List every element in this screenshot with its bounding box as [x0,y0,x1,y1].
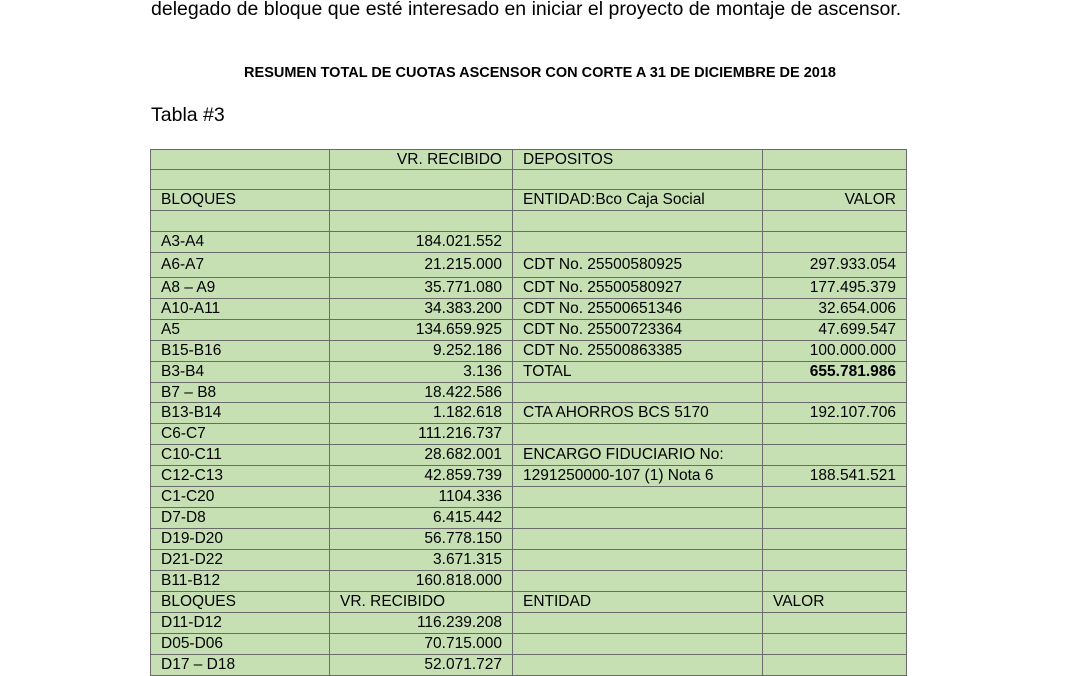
entidad-cell [513,170,763,190]
bloque-cell: C6-C7 [151,424,330,445]
bloque-cell: BLOQUES [151,190,330,211]
vr-recibido-cell: 9.252.186 [330,341,513,362]
bloque-cell: B13-B14 [151,403,330,424]
entidad-cell [513,424,763,445]
entidad-cell: CDT No. 25500651346 [513,299,763,320]
table-row [151,424,907,445]
vr-recibido-cell: 111.216.737 [330,424,513,445]
table-row [151,299,907,320]
summary-table [150,149,907,676]
entidad-cell [513,634,763,655]
table-row [151,253,907,278]
intro-text: delegado de bloque que esté interesado en iniciar el proyecto de montaje de ascensor. [151,0,902,20]
vr-recibido-cell: 184.021.552 [330,232,513,253]
entidad-cell [513,487,763,508]
vr-recibido-cell: 116.239.208 [330,613,513,634]
valor-cell: 177.495.379 [763,278,907,299]
vr-recibido-cell [330,211,513,232]
table-row [151,362,907,383]
valor-cell: 100.000.000 [763,341,907,362]
valor-cell [763,634,907,655]
bloque-cell: C12-C13 [151,466,330,487]
bloque-cell: A3-A4 [151,232,330,253]
bloque-cell: B3-B4 [151,362,330,383]
bloque-cell: A10-A11 [151,299,330,320]
bloque-cell: C10-C11 [151,445,330,466]
vr-recibido-cell: 18.422.586 [330,383,513,403]
entidad-cell: CTA AHORROS BCS 5170 [513,403,763,424]
table-row [151,487,907,508]
entidad-cell [513,655,763,676]
valor-cell [763,211,907,232]
table-row [151,150,907,170]
entidad-cell: CDT No. 25500863385 [513,341,763,362]
valor-cell [763,170,907,190]
table-row [151,170,907,190]
vr-recibido-cell: VR. RECIBIDO [330,150,513,170]
table-row [151,232,907,253]
entidad-cell: CDT No. 25500580927 [513,278,763,299]
table-title: RESUMEN TOTAL DE CUOTAS ASCENSOR CON CORTE A 31 DE DICIEMBRE DE 2018 [244,65,836,81]
bloque-cell: C1-C20 [151,487,330,508]
valor-cell [763,232,907,253]
valor-cell: 188.541.521 [763,466,907,487]
valor-cell [763,383,907,403]
valor-cell: 192.107.706 [763,403,907,424]
vr-recibido-cell: 52.071.727 [330,655,513,676]
vr-recibido-cell [330,190,513,211]
entidad-cell [513,508,763,529]
valor-cell: 297.933.054 [763,253,907,278]
vr-recibido-cell [330,170,513,190]
bloque-cell: D05-D06 [151,634,330,655]
entidad-cell [513,211,763,232]
entidad-cell [513,550,763,571]
table-row [151,278,907,299]
table-caption: Tabla #3 [151,104,225,126]
bloque-cell [151,150,330,170]
entidad-cell: ENTIDAD:Bco Caja Social [513,190,763,211]
entidad-cell: TOTAL [513,362,763,383]
bloque-cell: B15-B16 [151,341,330,362]
entidad-cell [513,613,763,634]
entidad-cell: CDT No. 25500580925 [513,253,763,278]
bloque-cell: A8 – A9 [151,278,330,299]
entidad-cell: CDT No. 25500723364 [513,320,763,341]
bloque-cell: D21-D22 [151,550,330,571]
vr-recibido-cell: VR. RECIBIDO [330,592,513,613]
valor-cell [763,550,907,571]
summary-table-body [151,150,907,676]
table-row [151,634,907,655]
table-row [151,508,907,529]
vr-recibido-cell: 42.859.739 [330,466,513,487]
bloque-cell: D19-D20 [151,529,330,550]
bloque-cell [151,211,330,232]
valor-cell: 655.781.986 [763,362,907,383]
valor-cell [763,508,907,529]
valor-cell: 47.699.547 [763,320,907,341]
table-row [151,211,907,232]
vr-recibido-cell: 34.383.200 [330,299,513,320]
vr-recibido-cell: 28.682.001 [330,445,513,466]
vr-recibido-cell: 1.182.618 [330,403,513,424]
vr-recibido-cell: 3.671.315 [330,550,513,571]
vr-recibido-cell: 21.215.000 [330,253,513,278]
table-row [151,613,907,634]
table-row [151,550,907,571]
table-row [151,466,907,487]
vr-recibido-cell: 35.771.080 [330,278,513,299]
entidad-cell [513,571,763,592]
vr-recibido-cell: 6.415.442 [330,508,513,529]
bloque-cell: B11-B12 [151,571,330,592]
entidad-cell [513,232,763,253]
entidad-cell: 1291250000-107 (1) Nota 6 [513,466,763,487]
vr-recibido-cell: 56.778.150 [330,529,513,550]
entidad-cell: ENTIDAD [513,592,763,613]
entidad-cell: ENCARGO FIDUCIARIO No: [513,445,763,466]
table-row [151,571,907,592]
valor-cell [763,529,907,550]
table-row [151,529,907,550]
bloque-cell: BLOQUES [151,592,330,613]
valor-cell [763,487,907,508]
entidad-cell [513,529,763,550]
vr-recibido-cell: 160.818.000 [330,571,513,592]
bloque-cell [151,170,330,190]
bloque-cell: A6-A7 [151,253,330,278]
table-row [151,403,907,424]
valor-cell [763,655,907,676]
table-row [151,655,907,676]
valor-cell: VALOR [763,190,907,211]
vr-recibido-cell: 3.136 [330,362,513,383]
bloque-cell: D17 – D18 [151,655,330,676]
valor-cell: VALOR [763,592,907,613]
valor-cell [763,571,907,592]
valor-cell [763,613,907,634]
entidad-cell [513,383,763,403]
bloque-cell: D11-D12 [151,613,330,634]
table-header-row [151,592,907,613]
table-row [151,341,907,362]
bloque-cell: B7 – B8 [151,383,330,403]
bloque-cell: A5 [151,320,330,341]
valor-cell [763,424,907,445]
vr-recibido-cell: 1104.336 [330,487,513,508]
table-row [151,320,907,341]
table-row [151,383,907,403]
valor-cell [763,445,907,466]
valor-cell [763,150,907,170]
vr-recibido-cell: 70.715.000 [330,634,513,655]
entidad-cell: DEPOSITOS [513,150,763,170]
valor-cell: 32.654.006 [763,299,907,320]
table-row [151,445,907,466]
vr-recibido-cell: 134.659.925 [330,320,513,341]
bloque-cell: D7-D8 [151,508,330,529]
table-row [151,190,907,211]
